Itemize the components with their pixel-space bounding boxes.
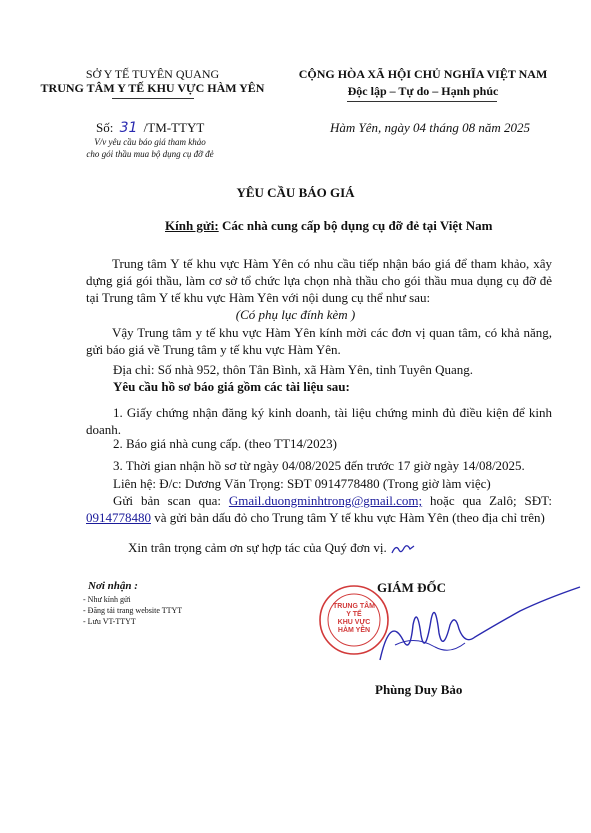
recipient-label: Kính gửi:	[165, 218, 219, 233]
recipient-item: - Lưu VT-TTYT	[83, 617, 136, 626]
header-left-rule	[112, 98, 194, 99]
appendix-note: (Có phụ lục đính kèm )	[235, 307, 356, 322]
recipients-list	[83, 594, 182, 627]
subject-line-2: cho gói thầu mua bộ dụng cụ đỡ đẻ	[86, 149, 214, 159]
subject-line-1: V/v yêu cầu báo giá tham khảo	[94, 137, 206, 147]
document-number	[96, 120, 204, 136]
national-title: CỘNG HÒA XÃ HỘI CHỦ NGHĨA VIỆT NAM	[298, 67, 548, 81]
parent-organization: SỞ Y TẾ TUYÊN QUANG	[85, 67, 220, 81]
issue-date: Hàm Yên, ngày 04 tháng 08 năm 2025	[330, 120, 531, 135]
handwritten-signature-icon	[355, 585, 585, 670]
document-title: YÊU CẦU BÁO GIÁ	[236, 185, 355, 200]
signer-position: GIÁM ĐỐC	[377, 580, 446, 595]
send-prefix: Gửi bản scan qua:	[113, 493, 221, 508]
number-label: Số:	[96, 120, 114, 135]
requirement-2: 2. Báo giá nhà cung cấp. (theo TT14/2023)	[113, 436, 337, 451]
recipient-item: - Đăng tải trang website TTYT	[83, 606, 183, 615]
recipient-item: - Như kính gửi	[83, 595, 131, 604]
stamp-line: Y TẾ	[346, 611, 362, 618]
recipient-text: Các nhà cung cấp bộ dụng cụ đỡ đẻ tại Việt Nam	[221, 218, 493, 233]
closing-text: Xin trân trọng cảm ơn sự hợp tác của Quý đơn vị.	[128, 540, 387, 555]
requirements-heading: Yêu cầu hồ sơ báo giá gồm các tài liệu sau:	[113, 379, 350, 394]
national-motto: Độc lập – Tự do – Hạnh phúc	[347, 84, 499, 98]
recipient-line	[165, 218, 492, 234]
contact-line: Liên hệ: Đ/c: Dương Văn Trọng: SĐT 0914778480 (Trong giờ làm việc)	[113, 476, 491, 491]
stamp-line: HÀM YÊN	[337, 627, 371, 634]
header-right-rule	[347, 101, 497, 102]
requirement-1: 1. Giấy chứng nhận đăng ký kinh doanh, tài liệu chứng minh đủ điều kiện để kinh doanh.	[86, 405, 552, 437]
invitation-paragraph: Vậy Trung tâm y tế khu vực Hàm Yên kính mời các đơn vị quan tâm, có khả năng, gửi báo giá về Trung tâm y tế khu vực Hàm Yên.	[86, 325, 552, 357]
intro-paragraph: Trung tâm Y tế khu vực Hàm Yên có nhu cầu tiếp nhận báo giá để tham khảo, xây dựng giá gói thầu, làm cơ sở tổ chức lựa chọn nhà thầu cho gói thầu mua dụng cụ đỡ đẻ tại Trung tâm Y tế khu vực Hàm Yên với nội dung cụ thể như sau:	[86, 256, 552, 305]
send-middle: hoặc qua Zalô; SĐT:	[430, 493, 553, 508]
organization-name: TRUNG TÂM Y TẾ KHU VỰC HÀM YÊN	[40, 81, 265, 95]
phone-link[interactable]: 0914778480	[86, 510, 151, 525]
stamp-line: TRUNG TÂM	[333, 603, 375, 610]
recipients-heading: Nơi nhận :	[88, 580, 138, 592]
number-suffix: /TM-TTYT	[143, 120, 205, 135]
handwritten-number: 31	[119, 120, 138, 136]
send-instructions	[86, 492, 552, 526]
signer-name: Phùng Duy Bảo	[375, 682, 463, 697]
stamp-line: KHU VỰC	[337, 619, 371, 626]
closing-line	[128, 540, 416, 556]
address-line: Địa chỉ: Số nhà 952, thôn Tân Bình, xã Hàm Yên, tỉnh Tuyên Quang.	[113, 362, 474, 377]
send-suffix: và gửi bản dấu đỏ cho Trung tâm Y tế khu vực Hàm Yên (theo địa chỉ trên)	[154, 510, 545, 525]
requirement-3: 3. Thời gian nhận hồ sơ từ ngày 04/08/2025 đến trước 17 giờ ngày 14/08/2025.	[113, 458, 525, 473]
email-link[interactable]: Gmail.duongminhtrong@gmail.com;	[228, 493, 423, 508]
handwritten-initial-icon	[390, 542, 416, 556]
